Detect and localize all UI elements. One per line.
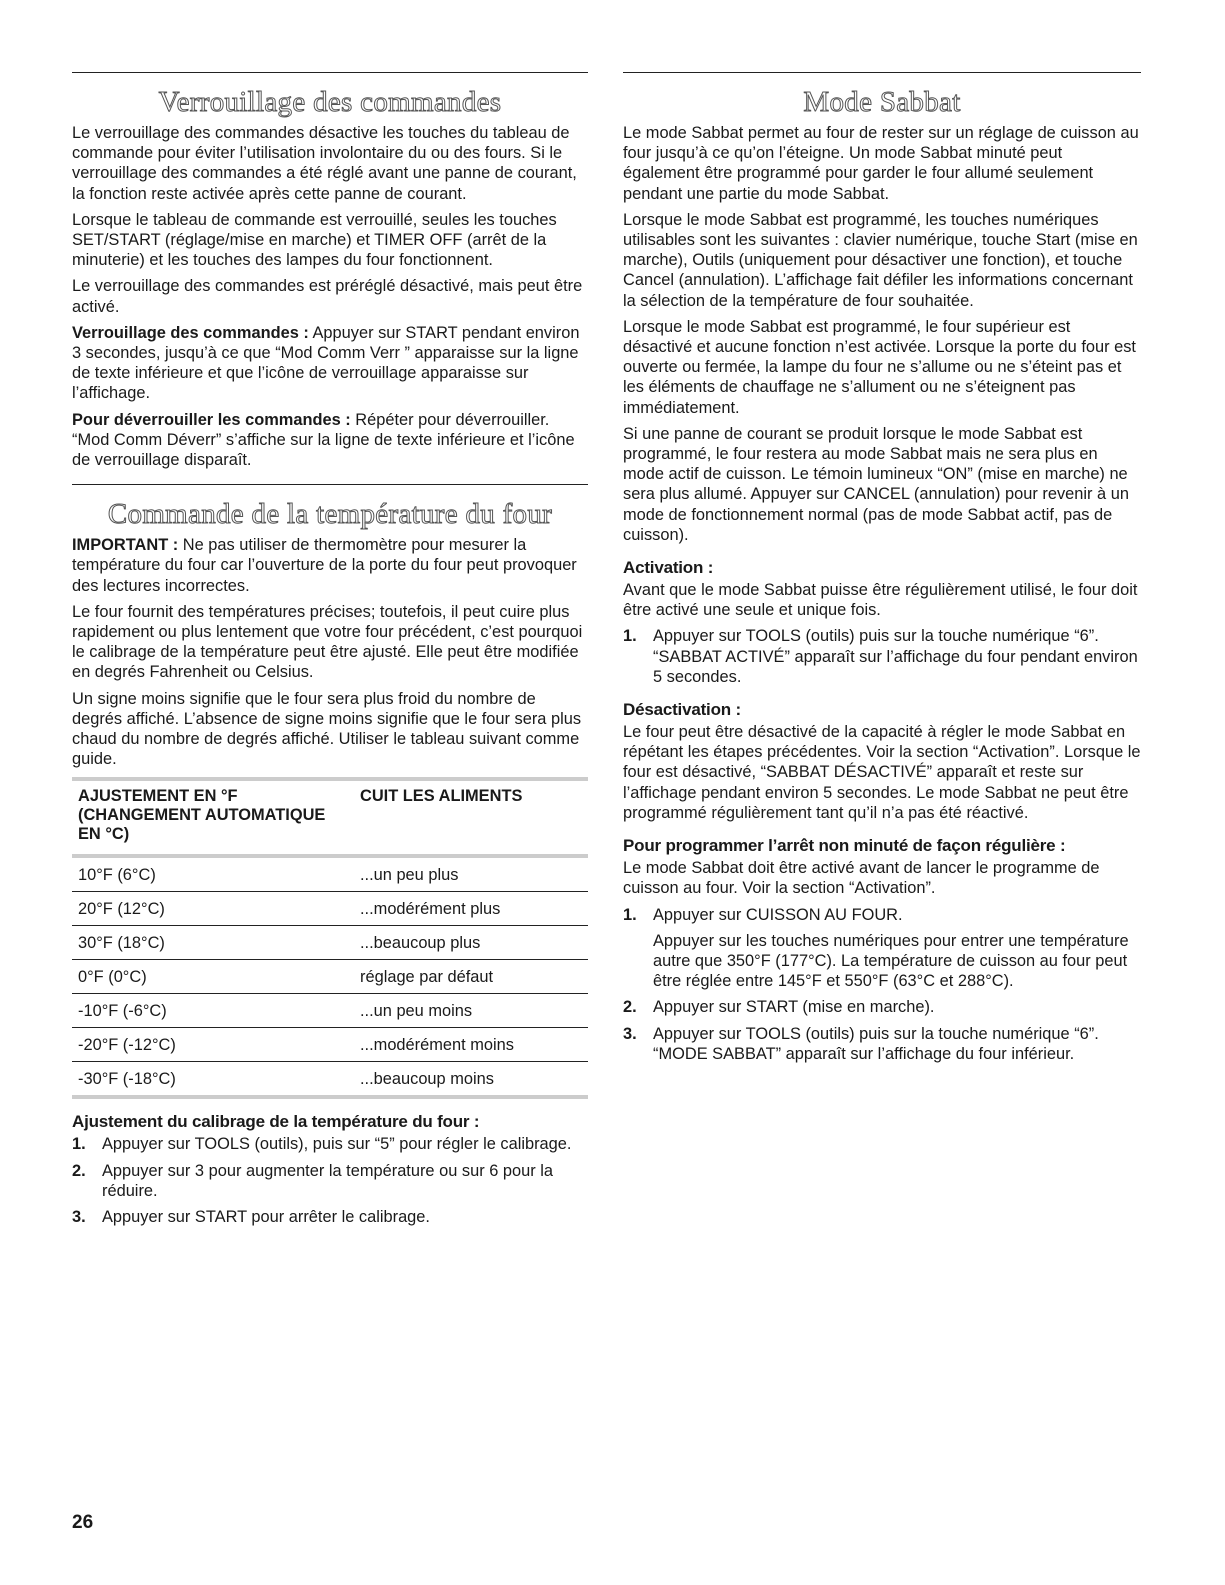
list-item — [72, 1134, 588, 1154]
activation-steps — [623, 626, 1141, 687]
paragraph: Si une panne de courant se produit lorsque le mode Sabbat est programmé, le four restera au mode Sabbat mais ne sera plus en mode actif de cuisson. Le témoin lumineux “ON” (mise en marche) ne sera plus allumé. Appuyer sur CANCEL (annulation) pour revenir à un mode de fonctionnement normal (pas de mode Sabbat actif, pas de cuisson). — [623, 424, 1129, 544]
page-number: 26 — [72, 1512, 94, 1533]
table-cell: ...beaucoup plus — [354, 926, 588, 960]
step-text: Appuyer sur TOOLS (outils) puis sur la touche numérique “6”. “MODE SABBAT” apparaît sur l’affichage du four inférieur. — [653, 1024, 1099, 1063]
step-number: 1. — [623, 905, 637, 924]
top-rule-right — [623, 72, 1141, 73]
table-cell: 30°F (18°C) — [72, 926, 354, 960]
calibration-table — [72, 777, 588, 1099]
paragraph: Le verrouillage des commandes désactive les touches du tableau de commande pour éviter l’utilisation involontaire du ou des fours. Si le verrouillage des commandes a été réglé avant une panne de courant, la fonction reste activée après cette panne de courant. — [72, 124, 577, 203]
paragraph: Le four peut être désactivé de la capacité à régler le mode Sabbat en répétant les étapes précédentes. Voir la section “Activation”. Lorsque le four est désactivé, “SABBAT DÉSACTIVÉ” apparaît et reste sur l’affichage pendant environ 5 secondes. Le mode Sabbat ne peut être programmé régulièrement tant qu’il n’a pas été réactivé. — [623, 723, 1141, 822]
section-rule — [72, 484, 588, 485]
unlock-label: Pour déverrouiller les commandes : — [72, 410, 351, 429]
table-cell: -10°F (-6°C) — [72, 994, 354, 1028]
paragraph: Lorsque le mode Sabbat est programmé, les touches numériques utilisables sont les suivantes : clavier numérique, touche Start (mise en marche), Outils (uniquement pour désactiver une fonction), et touche Cancel (annulation). L’affichage fait défiler les informations concernant la sélection de la température de four souhaitée. — [623, 210, 1138, 310]
step-text: Appuyer sur START (mise en marche). — [653, 998, 935, 1017]
list-item — [72, 1207, 588, 1227]
table-row — [72, 856, 588, 892]
paragraph: Lorsque le tableau de commande est verrouillé, seules les touches SET/START (réglage/mise en marche) et TIMER OFF (arrêt de la minuterie) et les touches des lampes du four fonctionnent. — [72, 210, 557, 270]
paragraph: Le four fournit des températures précises; toutefois, il peut cuire plus rapidement ou plus lentement que votre four précédent, c’est pourquoi le calibrage de la température peut être ajusté. Elle peut être modifiée en degrés Fahrenheit ou Celsius. — [72, 602, 583, 682]
table-cell: -20°F (-12°C) — [72, 1028, 354, 1062]
table-row — [72, 1062, 588, 1098]
calibration-steps — [72, 1134, 588, 1227]
step-subtext: Appuyer sur les touches numériques pour entrer une température autre que 350°F (177°C). La température de cuisson au four peut être réglée entre 145°F et 550°F (63°C et 288°C). — [653, 931, 1129, 991]
unlock-text: Répéter pour déverrouiller. “Mod Comm Déverr” s’affiche sur la ligne de texte inférieure et l’icône de verrouillage disparaît. — [72, 410, 575, 470]
step-text: Appuyer sur START pour arrêter le calibrage. — [102, 1208, 430, 1227]
table-cell: réglage par défaut — [354, 960, 588, 994]
step-number: 2. — [623, 998, 637, 1017]
list-item — [72, 1161, 588, 1201]
list-item — [623, 905, 1141, 992]
paragraph: Le mode Sabbat permet au four de rester sur un réglage de cuisson au four jusqu’à ce qu’on l’éteigne. Un mode Sabbat minuté peut également être programmé pour garder le four allumé seulement pendant une partie du mode Sabbat. — [623, 124, 1139, 203]
table-cell: ...un peu moins — [354, 994, 588, 1028]
table-header-adjustment: AJUSTEMENT EN °F (CHANGEMENT AUTOMATIQUE EN °C) — [72, 779, 354, 856]
paragraph-unlock — [72, 410, 588, 471]
lock-label: Verrouillage des commandes : — [72, 323, 309, 342]
table-row — [72, 892, 588, 926]
paragraph: Avant que le mode Sabbat puisse être régulièrement utilisé, le four doit être activé une seule et unique fois. — [623, 581, 1138, 620]
table-cell: ...modérément moins — [354, 1028, 588, 1062]
top-rule-left — [72, 72, 588, 73]
table-cell: 10°F (6°C) — [72, 856, 354, 892]
deactivation-heading: Désactivation : — [623, 700, 741, 720]
step-number: 1. — [72, 1135, 86, 1154]
paragraph: Un signe moins signifie que le four sera plus froid du nombre de degrés affiché. L’absence de signe moins signifie que le four sera plus chaud du nombre de degrés affiché. Utiliser le tableau suivant comme guide. — [72, 689, 582, 769]
table-cell: ...beaucoup moins — [354, 1062, 588, 1098]
lock-text: Appuyer sur START pendant environ 3 secondes, jusqu’à ce que “Mod Comm Verr ” apparaisse sur la ligne de texte inférieure et que l’icône de verrouillage apparaisse sur l’affichage. — [72, 323, 580, 403]
important-text: Ne pas utiliser de thermomètre pour mesurer la température du four car l’ouverture de la porte du four peut provoquer des lectures incorrectes. — [72, 536, 577, 595]
list-item — [623, 1024, 1141, 1064]
section-title-sabbath-mode: Mode Sabbat — [803, 86, 961, 118]
list-item — [623, 997, 1141, 1017]
right-column — [623, 72, 1141, 1070]
program-heading: Pour programmer l’arrêt non minuté de façon régulière : — [623, 836, 1066, 856]
step-number: 3. — [72, 1208, 86, 1227]
section-title-oven-temperature: Commande de la température du four — [107, 498, 553, 531]
section-title-control-lock: Verrouillage des commandes — [158, 86, 502, 118]
step-text: Appuyer sur TOOLS (outils), puis sur “5” pour régler le calibrage. — [102, 1135, 572, 1154]
left-column — [72, 72, 588, 1233]
paragraph-important — [72, 535, 588, 596]
table-cell: 0°F (0°C) — [72, 960, 354, 994]
table-row — [72, 960, 588, 994]
table-header-cooks: CUIT LES ALIMENTS — [354, 779, 588, 856]
table-row — [72, 994, 588, 1028]
step-text: Appuyer sur CUISSON AU FOUR. — [653, 905, 903, 924]
step-text: Appuyer sur TOOLS (outils) puis sur la touche numérique “6”. “SABBAT ACTIVÉ” apparaît sur l’affichage du four pendant environ 5 secondes. — [653, 627, 1138, 686]
step-text: Appuyer sur 3 pour augmenter la température ou sur 6 pour la réduire. — [102, 1161, 553, 1200]
table-row — [72, 926, 588, 960]
activation-heading: Activation : — [623, 558, 714, 578]
paragraph: Le verrouillage des commandes est préréglé désactivé, mais peut être activé. — [72, 277, 583, 316]
paragraph: Lorsque le mode Sabbat est programmé, le four supérieur est désactivé et aucune fonction n’est activée. Lorsque la porte du four est ouverte ou fermée, la lampe du four ne s’allume ou ne s’éteint pas et les éléments de chauffage ne s’allument ou ne s’éteignent pas immédiatement. — [623, 317, 1136, 417]
program-steps — [623, 905, 1141, 1064]
table-cell: ...un peu plus — [354, 856, 588, 892]
table-cell: -30°F (-18°C) — [72, 1062, 354, 1098]
important-label: IMPORTANT : — [72, 536, 179, 555]
table-cell: 20°F (12°C) — [72, 892, 354, 926]
table-row — [72, 1028, 588, 1062]
calibration-heading: Ajustement du calibrage de la température du four : — [72, 1112, 480, 1132]
step-number: 3. — [623, 1024, 637, 1043]
step-number: 2. — [72, 1161, 86, 1180]
paragraph-lock — [72, 323, 588, 404]
paragraph: Le mode Sabbat doit être activé avant de lancer le programme de cuisson au four. Voir la section “Activation”. — [623, 859, 1100, 898]
table-cell: ...modérément plus — [354, 892, 588, 926]
table-header-row — [72, 779, 588, 856]
list-item — [623, 626, 1141, 687]
step-number: 1. — [623, 627, 637, 646]
